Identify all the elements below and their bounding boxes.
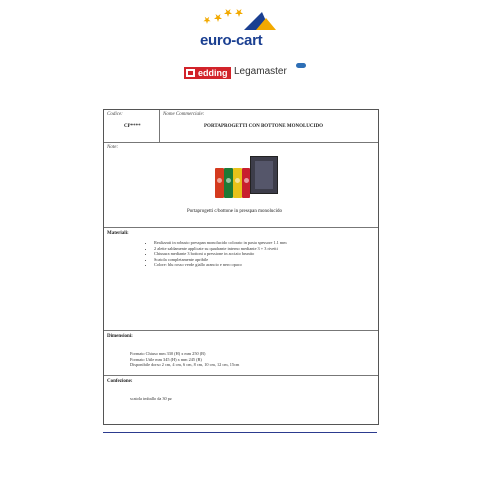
list-item: • Scatola completamente apribile bbox=[154, 257, 287, 263]
dimension-line: Disponibile dorso 2 cm, 4 cm, 6 cm, 8 cm, 10 cm, 12 cm, 15cm bbox=[130, 362, 240, 367]
dimension-line: Formato Utile mm 345 (H) x mm 245 (B) bbox=[130, 356, 202, 362]
image-caption: Portaprogetti c/bottone in presspan monolucido bbox=[187, 209, 282, 214]
edding-mark-icon bbox=[186, 69, 195, 77]
packaging-value: scatola imballo da 30 pz bbox=[130, 396, 172, 401]
legamaster-badge-icon bbox=[296, 63, 306, 68]
binder-yellow bbox=[233, 168, 242, 198]
packaging-row bbox=[104, 376, 378, 424]
list-item: • Colore: blu rosso verde giallo arancio e nero opaco bbox=[154, 262, 287, 268]
product-name: PORTAPROGETTI CON BOTTONE MONOLUCIDO bbox=[204, 124, 323, 129]
name-label: Nome Commerciale: bbox=[163, 112, 205, 117]
notes-label: Note: bbox=[107, 145, 119, 150]
storage-box bbox=[250, 156, 278, 194]
binder-red bbox=[242, 168, 250, 198]
materials-label: Materiali: bbox=[107, 231, 129, 236]
footer-divider bbox=[103, 432, 377, 433]
packaging-label: Confezione: bbox=[107, 379, 133, 384]
dimension-line: Formato Chiuso mm 330 (H) x mm 250 (B) bbox=[130, 351, 206, 356]
binder-green bbox=[224, 168, 233, 198]
code-label: Codice: bbox=[107, 112, 123, 117]
materials-list bbox=[146, 240, 287, 268]
edding-text: edding bbox=[198, 68, 228, 78]
list-item: • 2 alette saldamente applicate su quadrante interno mediante 3 + 3 rivetti bbox=[154, 246, 287, 252]
materials-row bbox=[104, 228, 378, 331]
product-image bbox=[213, 156, 278, 200]
legamaster-text: Legamaster bbox=[234, 66, 287, 77]
code-cell bbox=[104, 110, 160, 142]
edding-logo bbox=[184, 67, 231, 79]
dimensions-label: Dimensioni: bbox=[107, 334, 133, 339]
list-item: • Realizzati in robusto presspan monolucido colorato in pasta spessore 1.1 mm bbox=[154, 240, 287, 246]
legamaster-logo bbox=[234, 66, 287, 77]
dimensions-row bbox=[104, 331, 378, 376]
product-sheet bbox=[103, 109, 379, 425]
notes-row bbox=[104, 143, 378, 228]
header-row bbox=[104, 110, 378, 143]
code-value: CP**** bbox=[124, 124, 141, 129]
euro-cart-logo bbox=[200, 8, 282, 52]
brand-name: euro-cart bbox=[200, 32, 263, 49]
binder-orange bbox=[215, 168, 224, 198]
list-item: • Chiusura mediante 3 bottoni a pressione in acciaio brunito bbox=[154, 251, 287, 257]
partner-logos bbox=[184, 66, 304, 80]
